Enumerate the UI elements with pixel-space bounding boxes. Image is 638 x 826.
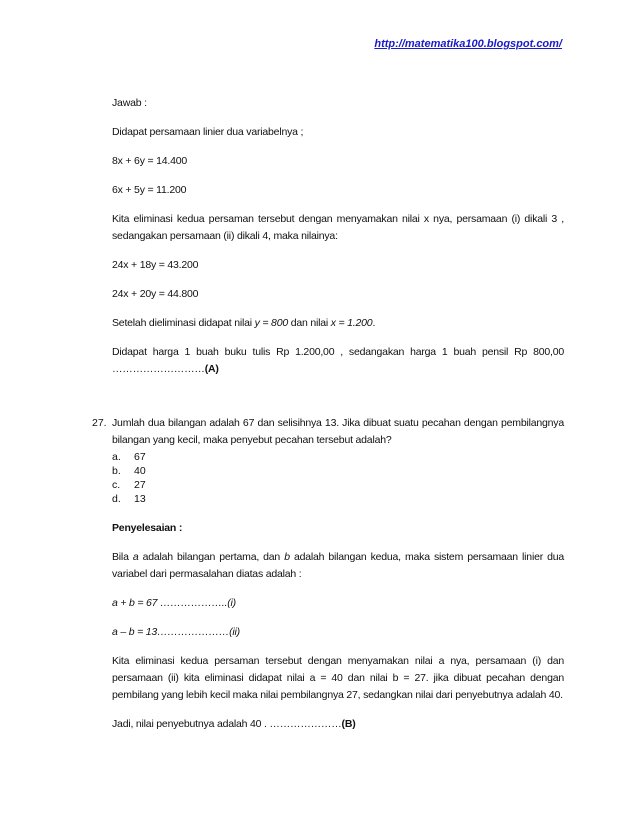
solution-heading: Penyelesaian : (112, 522, 183, 534)
option-a (112, 450, 146, 464)
option-value: 67 (134, 451, 146, 463)
conclusion-answer: (A) (204, 363, 219, 375)
option-value: 27 (134, 479, 146, 491)
option-label: c. (112, 479, 121, 491)
result-x: x = 1.200 (330, 317, 373, 329)
p1-part-c: adalah bilangan kedua, maka sistem persamaan linier dua variabel dari permasalahan diatas adalah : (112, 551, 565, 580)
result-text: Setelah dieliminasi didapat nilai y = 800 dan nilai x = 1.200. (112, 317, 376, 329)
question-text: Jumlah dua bilangan adalah 67 dan selisihnya 13. Jika dibuat suatu pecahan dengan pembilangnya bilangan yang kecil, maka penyebut pecahan tersebut adalah? (112, 417, 564, 446)
option-c (112, 478, 146, 492)
final-answer: (B) (341, 718, 356, 730)
result-y: y = 800 (254, 317, 288, 329)
equation-4: 24x + 20y = 44.800 (112, 288, 199, 300)
option-label: a. (112, 451, 121, 463)
p1-part-b: adalah bilangan pertama, dan (142, 551, 281, 563)
equation-1: 8x + 6y = 14.400 (112, 155, 188, 167)
solution-paragraph-1 (112, 549, 564, 583)
var-b: b (284, 551, 290, 563)
equation-2: 6x + 5y = 11.200 (112, 184, 187, 196)
option-d (112, 492, 146, 506)
equation-3: 24x + 18y = 43.200 (112, 259, 199, 271)
conclusion-body: Didapat harga 1 buah buku tulis Rp 1.200,00 , sedangakan harga 1 buah pensil Rp 800,00 ……………………… (112, 346, 564, 375)
option-b (112, 464, 146, 478)
solution-paragraph-2: Kita eliminasi kedua persaman tersebut dengan menyamakan nilai a nya, persamaan (i) dan persamaan (ii) kita eliminasi didapat nilai a = 40 dan nilai b = 27. jika dibuat pecahan dengan pembilang yang lebih kecil maka nilai pembilangnya 27, sedangkan nilai dari penyebutnya adalah 40. (112, 655, 564, 701)
intro-text: Didapat persamaan linier dua variabelnya ; (112, 126, 304, 138)
result-mid: dan nilai (290, 317, 329, 329)
question-number: 27. (92, 417, 107, 429)
final-answer-text (112, 716, 564, 733)
header-url-link[interactable]: http://matematika100.blogspot.com/ (374, 38, 562, 50)
jawab-label: Jawab : (112, 97, 147, 109)
option-label: d. (112, 493, 121, 505)
elimination-text: Kita eliminasi kedua persaman tersebut dengan menyamakan nilai x nya, persamaan (i) dikali 3 , sedangakan persamaan (ii) dikali 4, maka nilainya: (112, 213, 564, 242)
p1-part-a: Bila (112, 551, 129, 563)
conclusion-text (112, 344, 564, 378)
option-value: 13 (134, 493, 146, 505)
solution-equation-1: a + b = 67 ………………..(i) (112, 597, 236, 609)
result-prefix: Setelah dieliminasi didapat nilai (112, 317, 252, 329)
final-body: Jadi, nilai penyebutnya adalah 40 . ………………… (112, 718, 342, 730)
solution-equation-2: a – b = 13…………………(ii) (112, 626, 240, 638)
option-label: b. (112, 465, 121, 477)
var-a: a (132, 551, 139, 563)
option-value: 40 (134, 465, 146, 477)
